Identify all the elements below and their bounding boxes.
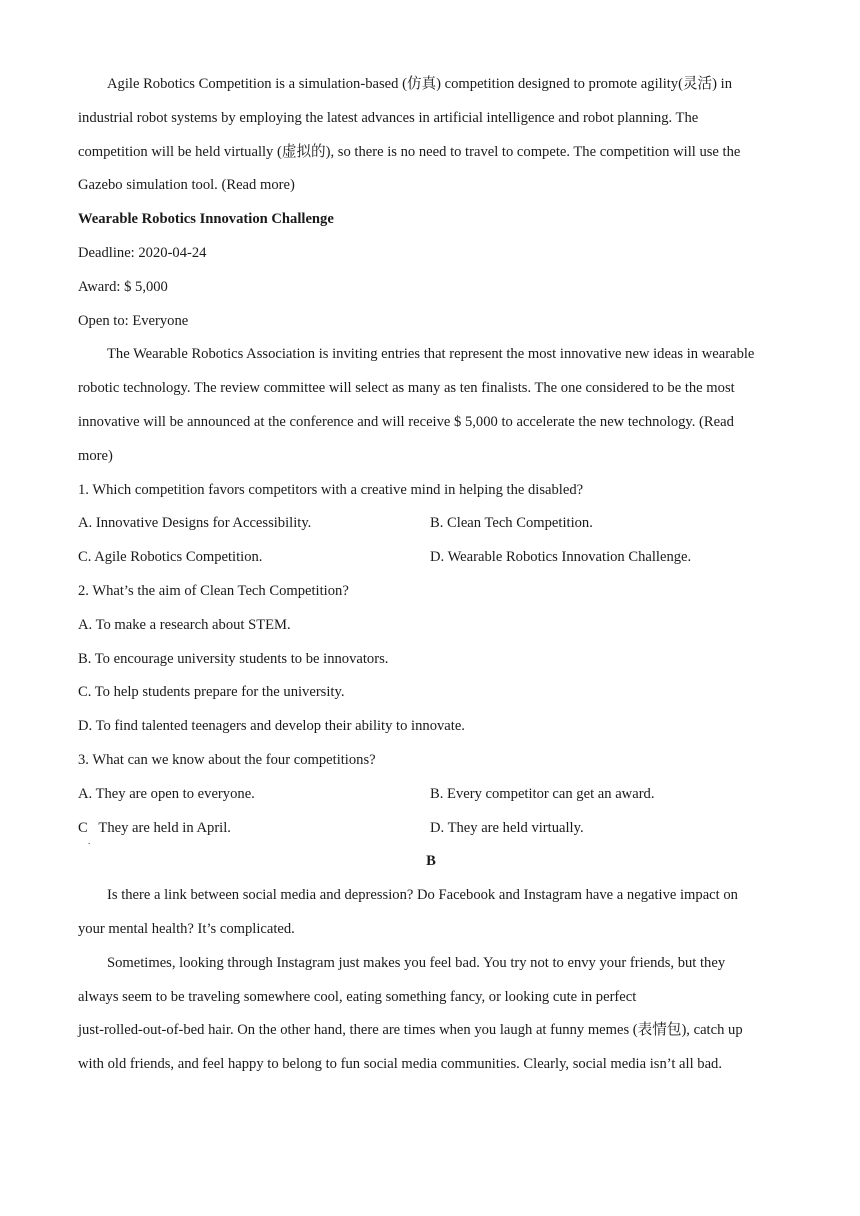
wearable-award: Award: $ 5,000 [78,278,168,295]
paragraph-line: Gazebo simulation tool. (Read more) [78,177,295,194]
question-1 [78,474,784,575]
paragraph-line: Sometimes, looking through Instagram just makes you feel bad. You try not to envy your friends, but they [107,954,726,971]
option-row [78,812,784,846]
wearable-paragraph [78,338,784,473]
paragraph-line: your mental health? It’s complicated. [78,920,295,937]
option-b: B. To encourage university students to be innovators. [78,650,389,667]
paragraph-line: industrial robot systems by employing the latest advances in artificial intelligence and robot planning. The [78,109,699,126]
option-b: B. Clean Tech Competition. [430,515,593,532]
question-3 [78,744,784,845]
option-d: D. Wearable Robotics Innovation Challenge. [430,549,692,566]
section-b-heading: B [426,853,436,870]
paragraph-line: robotic technology. The review committee will select as many as ten finalists. The one considered to be the most [78,380,735,397]
question-stem: 2. What’s the aim of Clean Tech Competition? [78,582,349,599]
question-2 [78,575,784,744]
option-a: A. Innovative Designs for Accessibility. [78,515,312,532]
paragraph-line: Is there a link between social media and depression? Do Facebook and Instagram have a negative impact on [107,887,738,904]
part-b-paragraph-1 [78,879,784,947]
option-row [78,541,784,575]
option-c: C. Agile Robotics Competition. [78,549,263,566]
paragraph-line: competition will be held virtually (虚拟的), so there is no need to travel to compete. The competition will use the [78,143,741,160]
paragraph-line: more) [78,447,113,464]
agile-robotics-paragraph [78,68,784,203]
paragraph-line: The Wearable Robotics Association is inviting entries that represent the most innovative new ideas in wearable [107,346,755,363]
wearable-challenge-title: Wearable Robotics Innovation Challenge [78,211,334,228]
option-c: C They are held in April. [78,819,231,836]
option-row [78,507,784,541]
wearable-deadline: Deadline: 2020-04-24 [78,244,207,261]
question-stem: 1. Which competition favors competitors with a creative mind in helping the disabled? [78,481,584,498]
paragraph-line: with old friends, and feel happy to belong to fun social media communities. Clearly, social media isn’t all bad. [78,1056,722,1073]
document-page [78,68,784,1082]
paragraph-line: innovative will be announced at the conference and will receive $ 5,000 to accelerate the new technology. (Read [78,413,734,430]
option-d: D. To find talented teenagers and develop their ability to innovate. [78,718,465,735]
option-c: C. To help students prepare for the university. [78,684,345,701]
option-d: D. They are held virtually. [430,819,584,836]
option-row [78,778,784,812]
part-b-paragraph-2 [78,947,784,1082]
paragraph-line: just-rolled-out-of-bed hair. On the other hand, there are times when you laugh at funny memes (表情包), catch up [78,1022,743,1039]
stray-dot: . [88,836,91,846]
option-b: B. Every competitor can get an award. [430,785,655,802]
option-a: A. To make a research about STEM. [78,616,291,633]
question-stem: 3. What can we know about the four competitions? [78,751,376,768]
paragraph-line: Agile Robotics Competition is a simulation-based (仿真) competition designed to promote agility(灵活) in [107,76,733,92]
wearable-open-to: Open to: Everyone [78,312,189,329]
option-a: A. They are open to everyone. [78,785,255,802]
paragraph-line: always seem to be traveling somewhere cool, eating something fancy, or looking cute in perfect [78,988,637,1005]
